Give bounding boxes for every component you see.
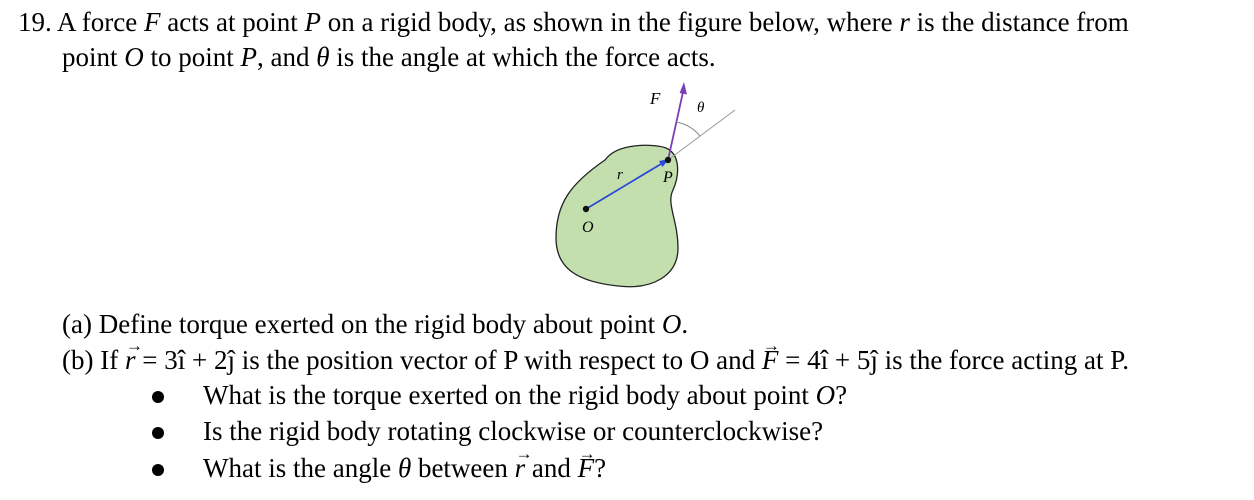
- vector-r: → r: [125, 344, 136, 376]
- label-P: P: [663, 169, 673, 186]
- text: between: [411, 453, 515, 483]
- bullet-dot: [152, 391, 164, 403]
- theta-arc: [676, 122, 700, 136]
- label-O: O: [582, 219, 594, 236]
- var-O: O: [815, 380, 836, 410]
- bullet-dot: [152, 427, 164, 439]
- label-r: r: [617, 167, 623, 183]
- text: Define torque exerted on the rigid body about point: [98, 309, 662, 339]
- bullet-dot: [152, 464, 164, 476]
- part-b-label: (b): [62, 345, 94, 375]
- var-theta: θ: [316, 42, 330, 72]
- text: point: [62, 42, 125, 72]
- vector-r: → r: [515, 452, 526, 484]
- part-a: [62, 308, 688, 340]
- part-a-label: (a): [62, 309, 92, 339]
- question-number: 19.: [18, 7, 52, 37]
- bullet-1: [203, 379, 847, 411]
- text: ?: [594, 453, 607, 483]
- part-b: [62, 344, 1129, 376]
- vector-F: → F: [762, 344, 779, 376]
- text: What is the torque exerted on the rigid body about point: [203, 380, 816, 410]
- rigid-body-figure: [540, 78, 760, 298]
- var-O: O: [124, 42, 144, 72]
- var-F: F: [143, 7, 161, 37]
- text: , and: [257, 42, 317, 72]
- text: to point: [143, 42, 241, 72]
- text: ?: [835, 380, 848, 410]
- text: Is the rigid body rotating clockwise or counterclockwise?: [203, 416, 824, 446]
- var-theta: θ: [397, 453, 412, 483]
- text: and: [525, 453, 578, 483]
- text: on a rigid body, as shown in the figure below, where: [320, 7, 900, 37]
- var-r: r: [899, 7, 910, 37]
- point-P-dot: [665, 157, 671, 163]
- vector-F: → F: [578, 452, 595, 484]
- force-arrowhead: [680, 82, 687, 95]
- text: is the distance from: [909, 7, 1129, 37]
- question-line-1: [18, 6, 1129, 38]
- text: What is the angle: [203, 453, 398, 483]
- var-O: O: [661, 309, 682, 339]
- text: = 4î + 5ĵ is the force acting at P.: [778, 345, 1129, 375]
- bullet-2: [203, 415, 823, 447]
- var-P: P: [240, 42, 258, 72]
- text: If: [100, 345, 125, 375]
- text: is the angle at which the force acts.: [329, 42, 716, 72]
- var-P: P: [304, 7, 321, 37]
- label-theta: θ: [697, 100, 705, 116]
- label-F: F: [650, 89, 661, 108]
- bullet-3: [203, 452, 606, 484]
- text: A force: [57, 7, 144, 37]
- text: acts at point: [160, 7, 305, 37]
- force-vector-line: [668, 92, 683, 160]
- point-O-dot: [583, 206, 589, 212]
- question-line-2: [62, 41, 716, 73]
- text: = 3î + 2ĵ is the position vector of P with respect to O and: [135, 345, 762, 375]
- text: .: [681, 309, 689, 339]
